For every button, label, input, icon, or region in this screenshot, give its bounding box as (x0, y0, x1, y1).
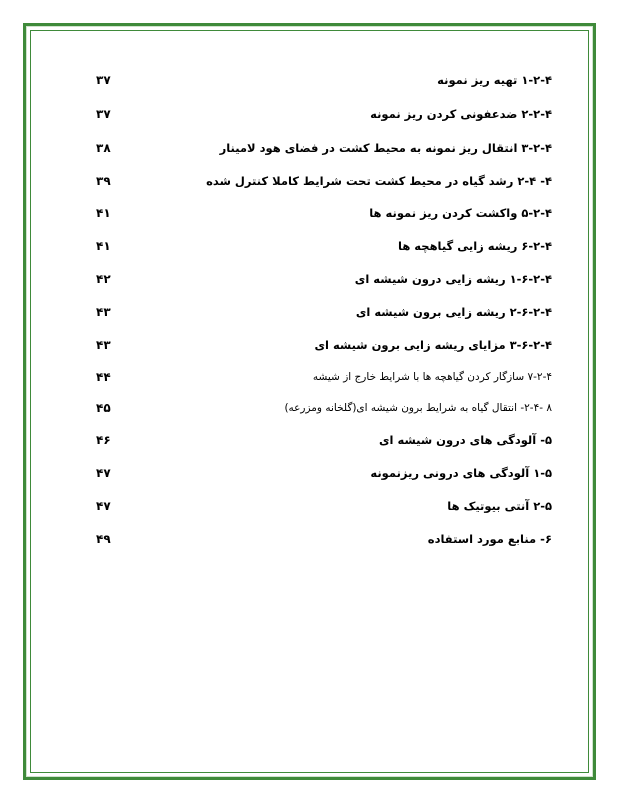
toc-entry[interactable] (0, 496, 619, 516)
toc-entry-page: ۴۱ (96, 239, 111, 253)
toc-entry-title: ۲-۶-۲-۴ ریشه زایی برون شیشه ای (355, 305, 552, 319)
toc-entry[interactable] (0, 529, 619, 549)
toc-entry-title: ۳-۲-۴ انتقال ریز نمونه به محیط کشت در فضای هود لامینار (219, 141, 552, 155)
toc-entry-title: ۷-۲-۴ سازگار کردن گیاهچه ها با شرایط خارج از شیشه (312, 371, 552, 383)
toc-entry-page: ۳۷ (96, 73, 111, 87)
toc-entry[interactable] (0, 138, 619, 158)
toc-entry-title: ۲-۵ آنتی بیوتیک ها (447, 499, 552, 513)
toc-entry-title: ۱-۲-۴ تهیه ریز نمونه (437, 73, 552, 87)
toc-entry[interactable] (0, 70, 619, 90)
toc-entry-title: ۶- منابع مورد استفاده (427, 532, 552, 546)
toc-entry-title: ۸ -۲-۴- انتقال گیاه به شرایط برون شیشه ای(گلخانه ومزرعه) (284, 402, 552, 414)
toc-entry-page: ۴۷ (96, 499, 111, 513)
toc-entry-title: ۳-۶-۲-۴ مزایای ریشه زایی برون شیشه ای (314, 338, 552, 352)
toc-entry-page: ۳۷ (96, 107, 111, 121)
toc-entry-title: ۱-۶-۲-۴ ریشه زایی درون شیشه ای (354, 272, 552, 286)
toc-entry[interactable] (0, 302, 619, 322)
toc-entry-page: ۴۲ (96, 272, 111, 286)
toc-entry-page: ۳۹ (96, 174, 111, 188)
toc-entry[interactable] (0, 269, 619, 289)
toc-entry[interactable] (0, 104, 619, 124)
toc-entry-page: ۴۴ (96, 370, 111, 384)
toc-entry-title: ۱-۵ آلودگی های درونی ریزنمونه (370, 466, 552, 480)
toc-entry-title: ۶-۲-۴ ریشه زایی گیاهچه ها (398, 239, 552, 253)
toc-entry-page: ۳۸ (96, 141, 111, 155)
toc-entry-title: ۵-۲-۴ واکشت کردن ریز نمونه ها (369, 206, 552, 220)
toc-entry[interactable] (0, 367, 619, 387)
toc-entry-title: ۵- آلودگی های درون شیشه ای (379, 433, 552, 447)
toc-entry-page: ۴۳ (96, 305, 111, 319)
toc-entry[interactable] (0, 335, 619, 355)
toc-entry-title: ۴- ۲-۴ رشد گیاه در محیط کشت تحت شرایط کاملا کنترل شده (206, 174, 552, 188)
toc-entry[interactable] (0, 430, 619, 450)
toc-entry-page: ۴۵ (96, 401, 111, 415)
toc-entry[interactable] (0, 236, 619, 256)
toc-entry[interactable] (0, 463, 619, 483)
toc-entry-page: ۴۶ (96, 433, 111, 447)
toc-entry[interactable] (0, 398, 619, 418)
toc-entry-page: ۴۳ (96, 338, 111, 352)
toc-entry-title: ۲-۲-۴ ضدعفونی کردن ریز نمونه (370, 107, 552, 121)
toc-entry-page: ۴۹ (96, 532, 111, 546)
toc-entry[interactable] (0, 171, 619, 191)
toc-entry-page: ۴۷ (96, 466, 111, 480)
toc-entry-page: ۴۱ (96, 206, 111, 220)
toc-entry[interactable] (0, 203, 619, 223)
